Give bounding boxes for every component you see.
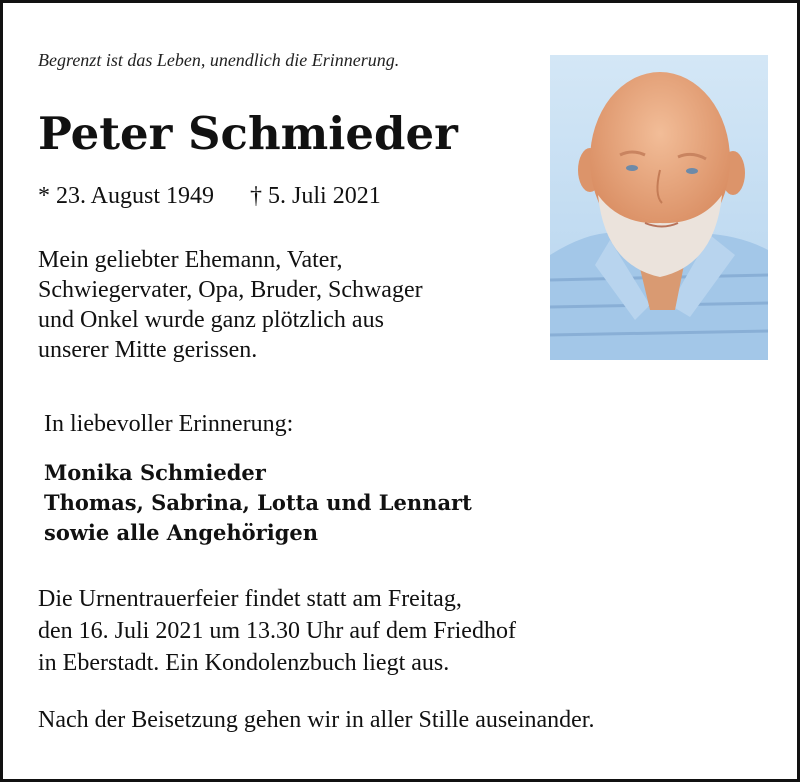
service-info: [38, 583, 516, 679]
closing-text: Nach der Beisetzung gehen wir in aller Stille auseinander.: [38, 707, 595, 733]
service-line: Die Urnentrauerfeier findet statt am Freitag,: [38, 586, 462, 612]
death-date: † 5. Juli 2021: [250, 183, 381, 209]
portrait-photo: [550, 55, 768, 360]
mourner-line: Monika Schmieder: [44, 460, 266, 485]
mourners-list: [44, 458, 472, 548]
motto-quote: Begrenzt ist das Leben, unendlich die Erinnerung.: [38, 50, 400, 70]
mourner-line: sowie alle Angehörigen: [44, 520, 319, 545]
deceased-name: Peter Schmieder: [38, 107, 458, 160]
portrait-illustration: [550, 55, 768, 360]
birth-date: * 23. August 1949: [38, 183, 215, 209]
intro-line: unserer Mitte gerissen.: [38, 337, 258, 363]
service-line: in Eberstadt. Ein Kondolenzbuch liegt aus.: [38, 650, 450, 676]
intro-line: Mein geliebter Ehemann, Vater,: [38, 247, 343, 273]
service-line: den 16. Juli 2021 um 13.30 Uhr auf dem Friedhof: [38, 618, 516, 644]
intro-text: [38, 245, 538, 365]
life-dates: [38, 183, 381, 210]
intro-line: Schwiegervater, Opa, Bruder, Schwager: [38, 277, 423, 303]
mourning-label: In liebevoller Erinnerung:: [44, 411, 294, 437]
intro-line: und Onkel wurde ganz plötzlich aus: [38, 307, 384, 333]
mourner-line: Thomas, Sabrina, Lotta und Lennart: [44, 490, 472, 515]
